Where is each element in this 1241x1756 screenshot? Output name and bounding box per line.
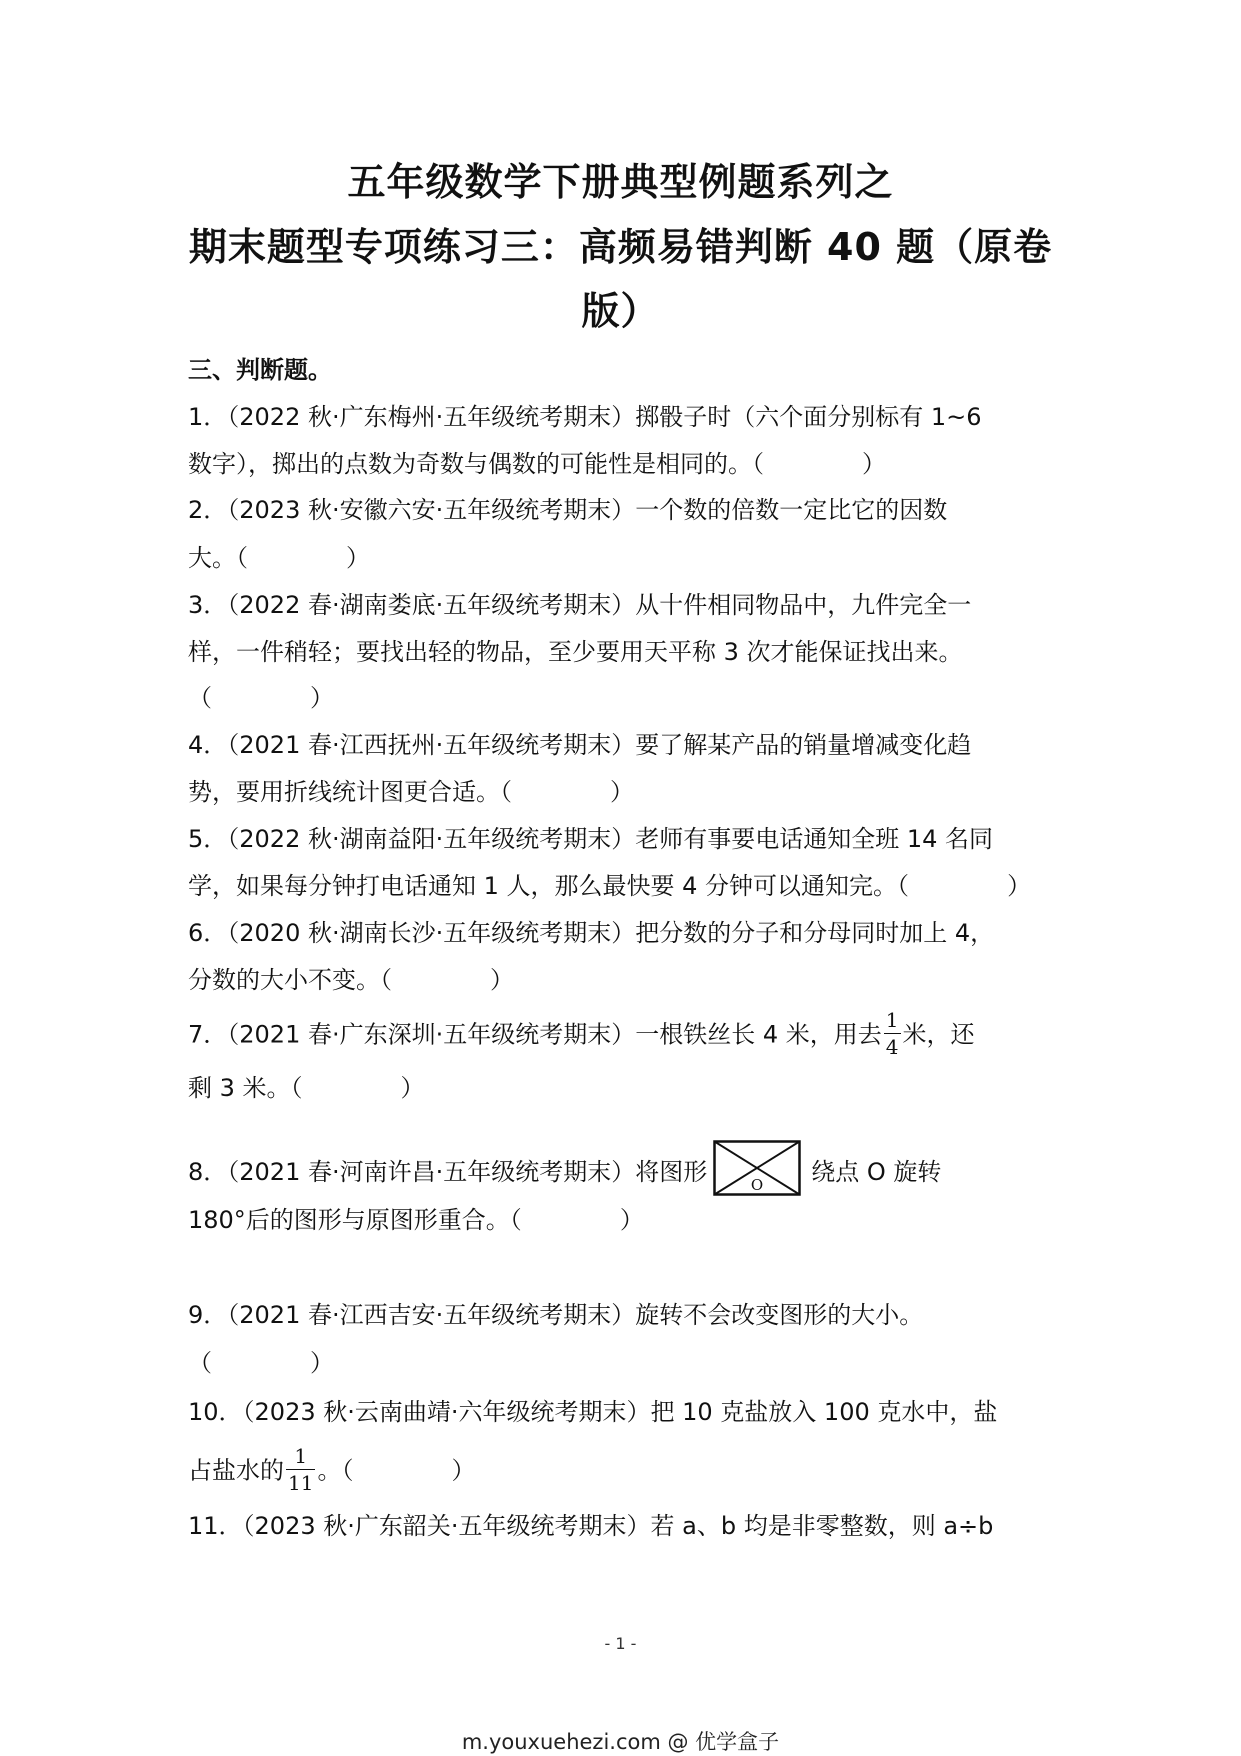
question-8-line-1: 8．（2021 春·河南许昌·五年级统考期末）将图形 O 绕点 O 旋转 <box>188 1143 941 1203</box>
question-7-line-1: 7．（2021 春·广东深圳·五年级统考期末）一根铁丝长 4 米，用去 $\frac{1}{4}$ 米，还 <box>188 1008 975 1059</box>
question-3-line-1: 3．（2022 春·湖南娄底·五年级统考期末）从十件相同物品中，九件完全一 <box>188 591 972 619</box>
title-line-2: 期末题型专项练习三：高频易错判断 40 题（原卷 <box>188 225 1053 269</box>
rectangle-diagonals-figure <box>713 1140 801 1200</box>
question-10-line-2: 占盐水的 $\frac{1}{11}$ 。（ ） <box>188 1444 476 1495</box>
question-4-line-1: 4．（2021 春·江西抚州·五年级统考期末）要了解某产品的销量增减变化趋 <box>188 731 972 759</box>
title-line-1: 五年级数学下册典型例题系列之 <box>347 160 894 204</box>
question-4-line-2: 势，要用折线统计图更合适。（ ） <box>188 778 634 806</box>
question-5-line-1: 5．（2022 秋·湖南益阳·五年级统考期末）老师有事要电话通知全班 14 名同 <box>188 825 994 853</box>
site-watermark: m.youxuehezi.com @ 优学盒子 <box>461 1730 780 1754</box>
section-heading: 三、判断题。 <box>188 356 332 384</box>
question-3-line-3: （ ） <box>188 684 334 712</box>
title-line-3: 版） <box>581 289 660 333</box>
fraction-one-quarter: $\frac{1}{4}$ <box>885 1008 899 1059</box>
question-3-line-2: 样，一件稍轻；要找出轻的物品，至少要用天平称 3 次才能保证找出来。 <box>188 638 963 666</box>
question-6-line-2: 分数的大小不变。（ ） <box>188 966 514 994</box>
question-5-line-2: 学，如果每分钟打电话通知 1 人，那么最快要 4 分钟可以通知完。（ ） <box>188 872 1032 900</box>
question-10-line-1: 10．（2023 秋·云南曲靖·六年级统考期末）把 10 克盐放入 100 克水中，盐 <box>188 1398 998 1426</box>
page-number: - 1 - <box>604 1634 637 1653</box>
point-o-label: O <box>751 1176 764 1194</box>
question-9-line-1: 9．（2021 春·江西吉安·五年级统考期末）旋转不会改变图形的大小。 <box>188 1301 924 1329</box>
question-1-line-1: 1．（2022 秋·广东梅州·五年级统考期末）掷骰子时（六个面分别标有 1~6 <box>188 403 982 431</box>
fraction-one-eleventh: $\frac{1}{11}$ <box>288 1444 314 1495</box>
question-2-line-1: 2．（2023 秋·安徽六安·五年级统考期末）一个数的倍数一定比它的因数 <box>188 496 948 524</box>
question-11-line-1: 11．（2023 秋·广东韶关·五年级统考期末）若 a、b 均是非零整数，则 a÷b <box>188 1512 994 1540</box>
question-9-line-2: （ ） <box>188 1349 334 1377</box>
question-1-line-2: 数字），掷出的点数为奇数与偶数的可能性是相同的。（ ） <box>188 450 886 478</box>
question-2-line-2: 大。（ ） <box>188 544 370 572</box>
question-7-line-2: 剩 3 米。（ ） <box>188 1074 425 1102</box>
question-6-line-1: 6．（2020 秋·湖南长沙·五年级统考期末）把分数的分子和分母同时加上 4， <box>188 919 995 947</box>
question-8-line-2: 180°后的图形与原图形重合。（ ） <box>188 1206 644 1234</box>
